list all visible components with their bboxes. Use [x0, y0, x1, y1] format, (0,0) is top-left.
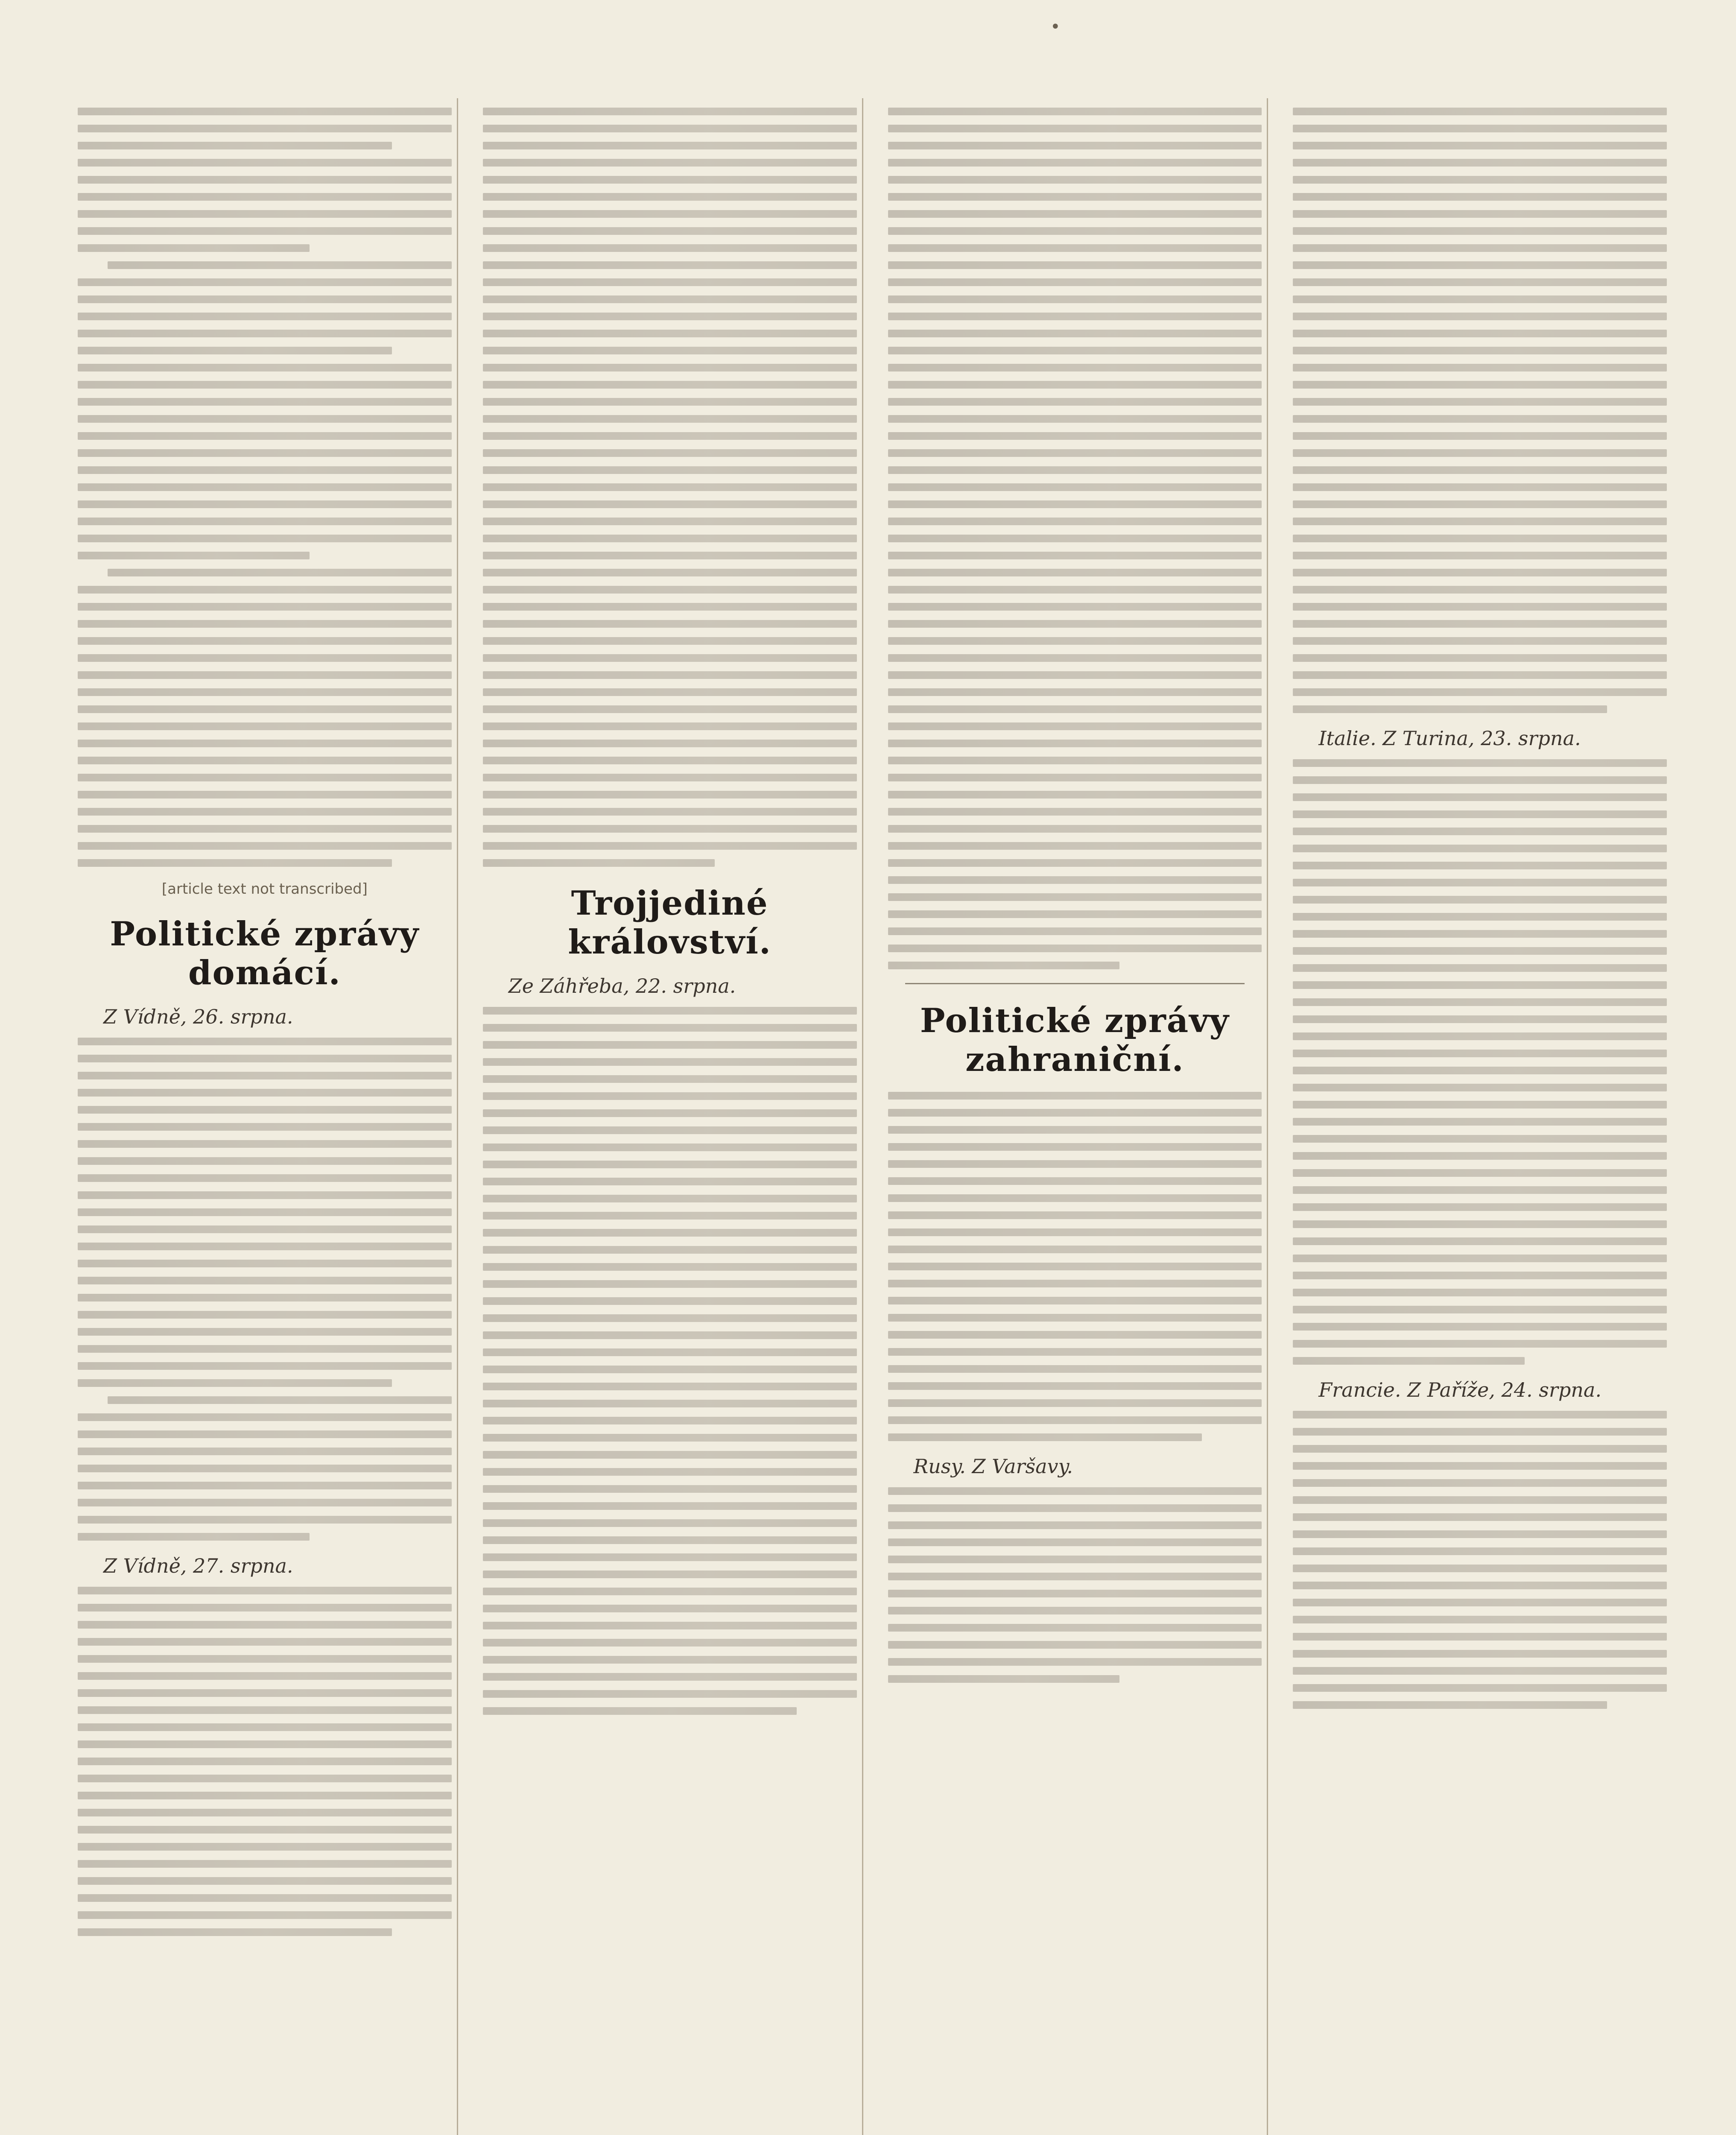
- paragraph: [78, 1587, 452, 1936]
- paragraph: [1293, 108, 1667, 713]
- section-heading-foreign: Politické zprávy zahraniční.: [920, 1001, 1230, 1079]
- column-2: [478, 98, 863, 2135]
- paragraph: [78, 1038, 452, 1541]
- paragraph: [888, 108, 1262, 969]
- paragraph: [1293, 759, 1667, 1365]
- paragraph: [78, 108, 452, 867]
- paragraph: [483, 1007, 857, 1715]
- columns: [73, 98, 1672, 2135]
- column-4: [1288, 98, 1672, 2135]
- dateline: Francie. Z Paříže, 24. srpna.: [1318, 1378, 1602, 1401]
- paragraph: [888, 1092, 1262, 1441]
- paragraph: [888, 1487, 1262, 1683]
- column-3: [883, 98, 1268, 2135]
- paragraph: [1293, 1411, 1667, 1709]
- divider: [905, 983, 1245, 984]
- section-heading-domestic: Politické zprávy domácí.: [110, 915, 420, 992]
- dateline: Italie. Z Turina, 23. srpna.: [1318, 727, 1581, 750]
- dateline: Z Vídně, 27. srpna.: [103, 1554, 293, 1577]
- placeholder-note: [article text not transcribed]: [161, 880, 368, 898]
- section-heading-triune: Trojjediné království.: [568, 884, 772, 962]
- dateline: Ze Záhřeba, 22. srpna.: [508, 974, 736, 997]
- paragraph: [483, 108, 857, 867]
- print-mark: •: [1050, 17, 1061, 37]
- dateline: Rusy. Z Varšavy.: [913, 1455, 1073, 1478]
- column-1: [73, 98, 458, 2135]
- dateline: Z Vídně, 26. srpna.: [103, 1005, 293, 1028]
